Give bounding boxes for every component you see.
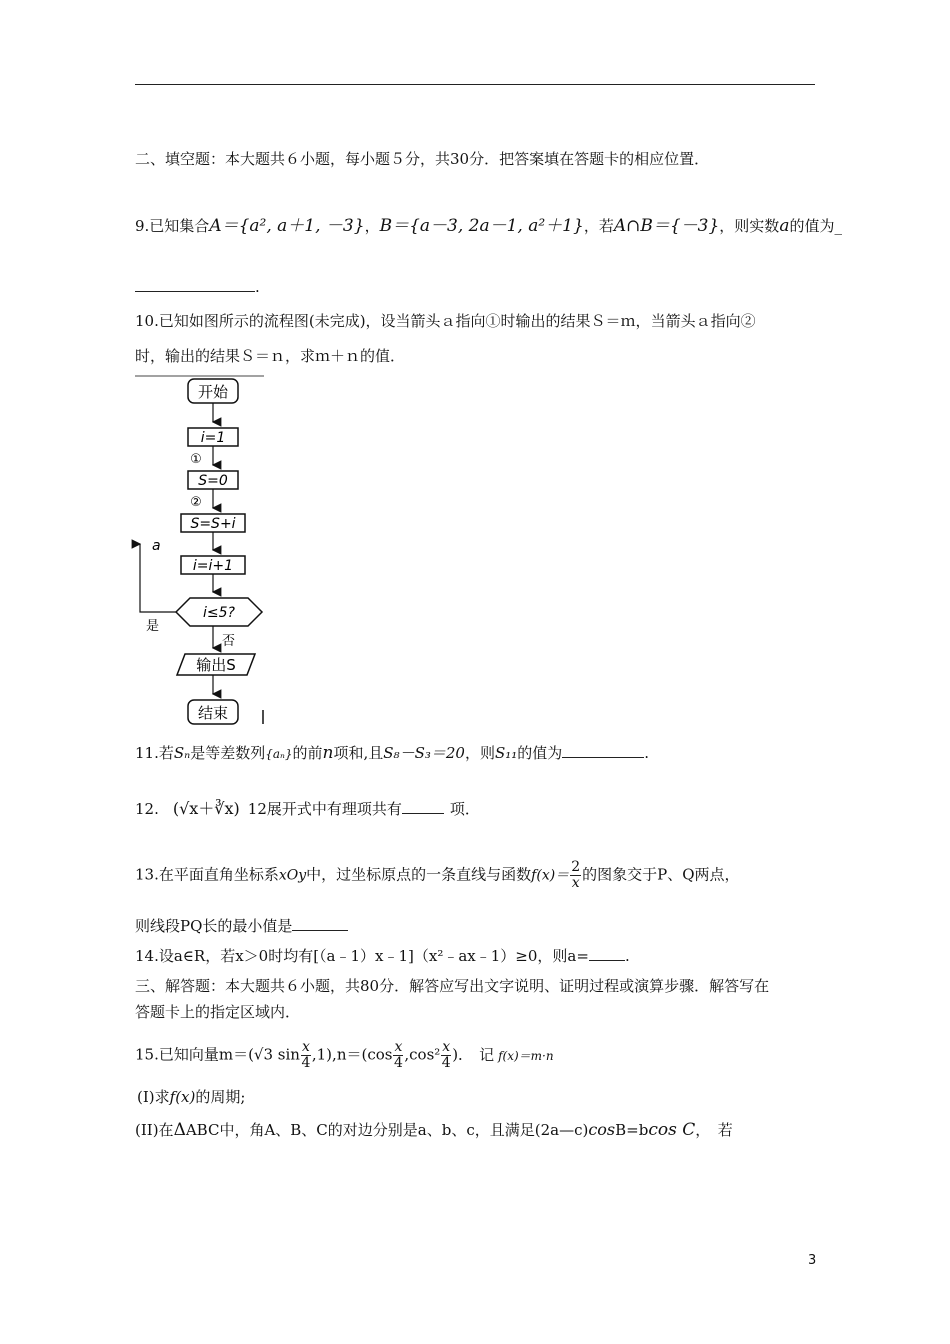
section2-heading: 二、填空题：本大题共６小题，每小题５分，共30分．把答案填在答题卡的相应位置． [135,150,710,168]
answer-blank[interactable] [589,946,625,961]
question-13-line2: 则线段PQ长的最小值是 [135,915,348,937]
question-15-part2: (II)在ΔABC中，角A、B、C的对边分别是a、b、c，且满足(2a—c)cosB=bcos C， 若 [135,1120,733,1140]
question-9-answer-line: . [135,276,260,298]
question-9: 9.已知集合A＝{a², a＋1, －3}，B＝{a－3, 2a－1, a²＋1}，若A∩B＝{－3}，则实数a的值为_ [135,216,842,236]
section3-heading-line1: 三、解答题：本大题共６小题，共80分．解答应写出文字说明、证明过程或演算步骤．解答写在 [135,977,770,995]
header-rule [135,84,815,85]
answer-blank[interactable] [135,277,255,292]
question-13: 13.在平面直角坐标系xOy中，过坐标原点的一条直线与函数f(x)＝ $\frac{2}{x}$ 的图象交于P、Q两点， [135,859,740,891]
flowchart [130,372,280,732]
fraction-x-over-4: $\frac{x}{4}$ [301,1039,311,1071]
section3-heading-line2: 答题卡上的指定区域内． [135,1003,301,1021]
flow-step-i-label: i=i+1 [192,558,234,574]
question-12: 12. (√x＋∛x) 12展开式中有理项共有 项． [135,799,480,818]
question-10-line1: 10.已知如图所示的流程图(未完成)，设当箭头ａ指向①时输出的结果Ｓ＝ｍ，当箭头ａ指向② [135,312,756,330]
answer-blank[interactable] [292,916,348,931]
fraction-2-over-x: $\frac{2}{x}$ [571,859,581,891]
flow-condition-label: i≤5? [203,605,235,621]
question-10-line2: 时，输出的结果Ｓ＝ｎ，求ｍ＋ｎ的值． [135,347,406,365]
flow-no-label: 否 [222,634,236,649]
flow-init-s-label: S=0 [198,473,228,489]
flow-mark-2: ② [190,495,202,510]
question-15-part1: (I)求f(x)的周期; [137,1088,246,1106]
flow-end-label: 结束 [197,704,229,722]
page-number: 3 [808,1253,817,1268]
flow-loop-arrow [140,544,176,612]
question-14: 14.设a∈R，若x＞0时均有[（a﹣1）x﹣1]（x²﹣ax﹣1）≥0，则a= . [135,947,630,965]
flow-start-label: 开始 [197,383,229,401]
flow-mark-1: ① [190,452,202,467]
question-15: 15.已知向量m＝(√3 sin $\frac{x}{4}$ ,1),n＝(cos $\frac{x}{4}$ ,cos² $\frac{x}{4}$ )． 记 f(x)＝m·n [135,1039,554,1071]
flow-arrow-a-label: a [152,538,161,554]
flow-yes-label: 是 [146,619,160,634]
question-11: 11.若Sₙ是等差数列{aₙ}的前n项和,且S₈－S₃＝20，则S₁₁的值为 . [135,743,650,763]
flow-step-s-label: S=S+i [190,516,236,532]
fraction-x-over-4: $\frac{x}{4}$ [393,1039,403,1071]
answer-blank[interactable] [562,743,644,758]
answer-blank[interactable] [402,799,444,814]
flow-output-label: 输出S [196,656,236,674]
flow-init-i-label: i=1 [200,430,226,446]
fraction-x-over-4: $\frac{x}{4}$ [441,1039,451,1071]
